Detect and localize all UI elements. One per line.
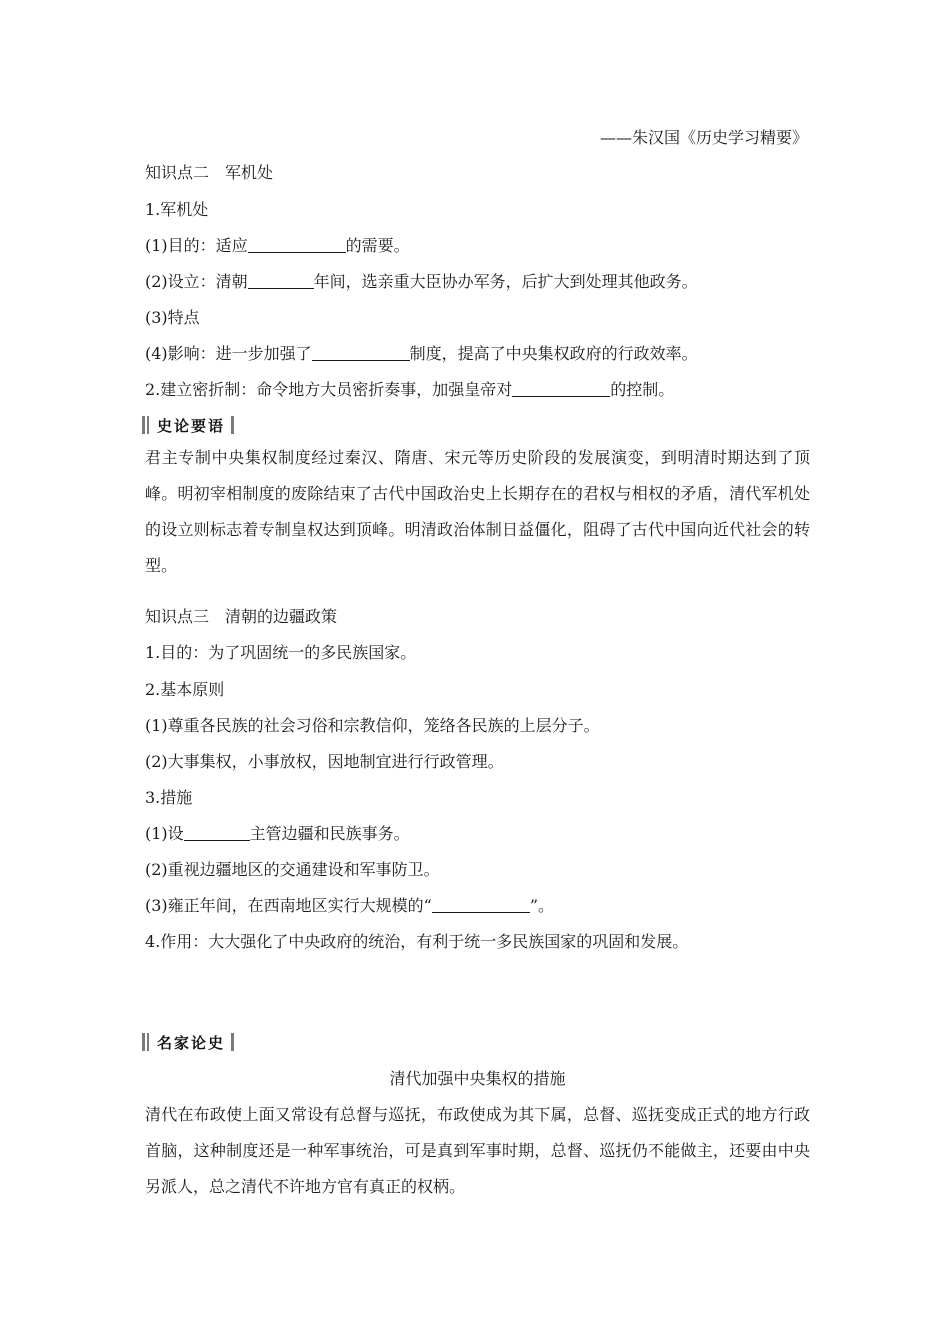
fill-blank[interactable] [512,380,610,397]
quote-source: ——朱汉国《历史学习精要》 [599,128,808,147]
section2-purpose: (1)目的：适应 的需要。 [145,236,410,255]
mingjia-text: 清代在布政使上面又常设有总督与巡抚，布政使成为其下属，总督、巡抚变成正式的地方行政首脑，这种制度还是一种军事统治，可是真到军事时期，总督、巡抚仍不能做主，还要由中央另派人，总之清代不许地方官有真正的权柄。 [145,1105,810,1196]
fill-blank[interactable] [248,272,314,289]
section2-item2: 2.建立密折制：命令地方大员密折奏事，加强皇帝对 的控制。 [145,380,675,399]
section2-item1: 1.军机处 [145,200,209,219]
mingjia-tag: 名家论史 [142,1030,234,1054]
fill-blank[interactable] [248,236,346,253]
section3-item4: 4.作用：大大强化了中央政府的统治，有利于统一多民族国家的巩固和发展。 [145,932,689,951]
shilun-text: 君主专制中央集权制度经过秦汉、隋唐、宋元等历史阶段的发展演变，到明清时期达到了顶峰。明初宰相制度的废除结束了古代中国政治史上长期存在的君权与相权的矛盾，清代军机处的设立则标志着专制皇权达到顶峰。明清政治体制日益僵化，阻碍了古代中国向近代社会的转型。 [145,448,810,575]
mingjia-title: 清代加强中央集权的措施 [389,1069,566,1088]
section2-setup: (2)设立：清朝 年间，选亲重大臣协办军务，后扩大到处理其他政务。 [145,272,698,291]
section3-m3: (3)雍正年间，在西南地区实行大规模的“ ”。 [145,896,555,915]
fill-blank[interactable] [184,824,250,841]
section3-item2: 2.基本原则 [145,680,225,699]
section3-m1: (1)设 主管边疆和民族事务。 [145,824,410,843]
fill-blank[interactable] [312,344,410,361]
section3-p1: (1)尊重各民族的社会习俗和宗教信仰，笼络各民族的上层分子。 [145,716,600,735]
section2-heading: 知识点二 军机处 [145,163,274,182]
section3-item1: 1.目的：为了巩固统一的多民族国家。 [145,643,417,662]
section2-features: (3)特点 [145,308,200,327]
section3-m2: (2)重视边疆地区的交通建设和军事防卫。 [145,860,440,879]
section3-heading: 知识点三 清朝的边疆政策 [145,607,338,626]
fill-blank[interactable] [432,896,530,913]
section2-impact: (4)影响：进一步加强了 制度，提高了中央集权政府的行政效率。 [145,344,698,363]
shilun-tag: 史论要语 [142,413,234,437]
section3-p2: (2)大事集权，小事放权，因地制宜进行行政管理。 [145,752,504,771]
section3-item3: 3.措施 [145,788,193,807]
